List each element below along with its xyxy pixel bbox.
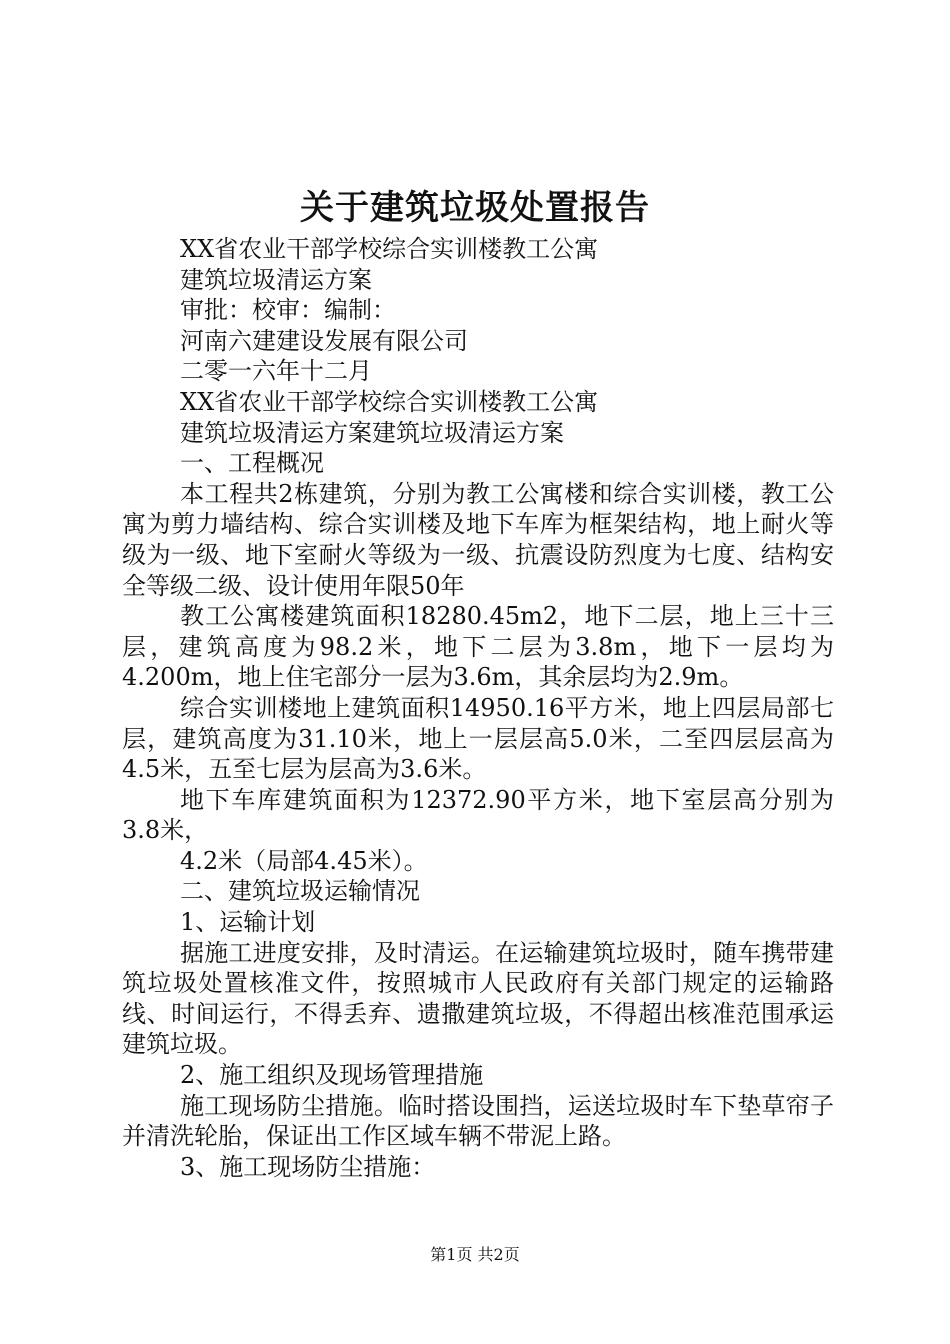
text-line-garage-extra: 4.2米（局部4.45米）。 (180, 846, 428, 875)
subheading-transport-plan: 1、运输计划 (180, 908, 316, 937)
paragraph-apartment: 教工公寓楼建筑面积18280.45m2，地下二层，地上三十三层，建筑高度为98.2米，地下二层为3.8m，地下一层均为4.200m，地上住宅部分一层为3.6m，其余层均为2.9m。 (122, 602, 834, 692)
section-heading-overview: 一、工程概况 (180, 449, 324, 478)
paragraph-training-building: 综合实训楼地上建筑面积14950.16平方米，地上四层局部七层，建筑高度为31.10米，地上一层层高5.0米，二至四层层高为4.5米，五至七层为层高为3.6米。 (122, 693, 834, 784)
text-line-plan-title-repeat: 建筑垃圾清运方案建筑垃圾清运方案 (180, 418, 564, 447)
text-line-approval: 审批：校审：编制： (180, 296, 396, 325)
text-line-company: 河南六建建设发展有限公司 (180, 326, 468, 355)
text-line-plan-title: 建筑垃圾清运方案 (180, 265, 372, 294)
page-number-footer: 第1页 共2页 (430, 1245, 520, 1264)
paragraph-transport-plan: 据施工进度安排，及时清运。在运输建筑垃圾时，随车携带建筑垃圾处置核准文件，按照城市人民政府有关部门规定的运输路线、时间运行，不得丢弃、遗撒建筑垃圾，不得超出核准范围承运建筑垃圾。 (122, 938, 834, 1059)
document-body (122, 234, 834, 1182)
subheading-site-management: 2、施工组织及现场管理措施 (180, 1061, 484, 1090)
text-line-date: 二零一六年十二月 (180, 357, 372, 386)
paragraph-garage: 地下车库建筑面积为12372.90平方米，地下室层高分别为3.8米， (122, 785, 834, 845)
section-heading-transport: 二、建筑垃圾运输情况 (180, 877, 420, 906)
subheading-dust-control: 3、施工现场防尘措施： (180, 1152, 436, 1181)
document-title: 关于建筑垃圾处置报告 (300, 188, 650, 228)
text-line-school-name-repeat: XX省农业干部学校综合实训楼教工公寓 (180, 387, 599, 416)
paragraph-overview: 本工程共2栋建筑，分别为教工公寓楼和综合实训楼，教工公寓为剪力墙结构、综合实训楼及地下车库为框架结构，地上耐火等级为一级、地下室耐火等级为一级、抗震设防烈度为七度、结构安全等级二级、设计使用年限50年 (122, 479, 834, 600)
text-line-school-name: XX省农业干部学校综合实训楼教工公寓 (180, 235, 599, 263)
paragraph-site-management: 施工现场防尘措施。临时搭设围挡，运送垃圾时车下垫草帘子并清洗轮胎，保证出工作区域车辆不带泥上路。 (122, 1091, 834, 1151)
